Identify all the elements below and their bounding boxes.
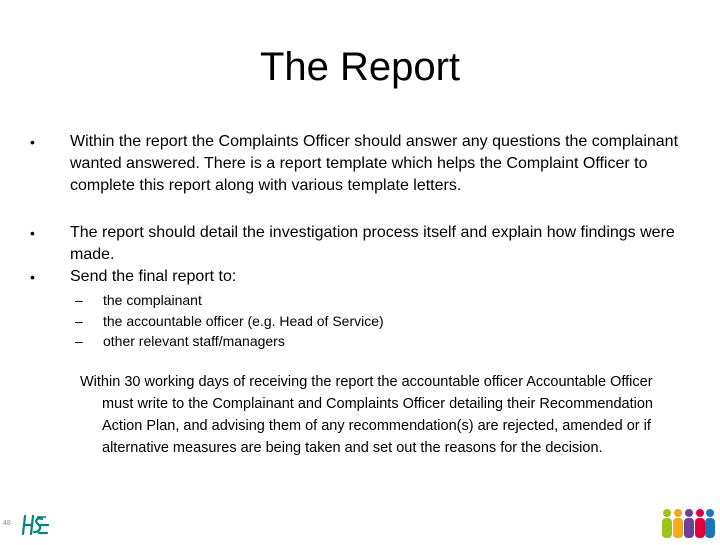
bullet-item [30,131,680,197]
slide-title: The Report [259,45,461,89]
bullet-icon: • [30,134,35,150]
bullet-item [30,266,680,288]
sub-bullet-item [75,331,675,352]
sub-bullet-text: the accountable officer (e.g. Head of Service) [103,312,384,329]
bullet-icon: • [30,269,35,285]
sub-bullet-item [75,311,675,332]
people-logo-icon [660,508,716,545]
note-paragraph: Within 30 working days of receiving the report the accountable officer Accountable Officer must write to the Complainant and Complaints Officer detailing their Recommendation Action Plan, and advising them of any recommendation(s) are rejected, amended or if alternative measures are being taken and set out the reasons for the decision. [80,374,653,456]
page-number: 48 [3,520,11,527]
sub-bullet-item [75,290,675,311]
sub-bullet-list [75,290,675,352]
dash-icon: – [75,333,83,349]
hse-logo-icon [20,513,50,542]
bullet-item [30,222,680,266]
sub-bullet-text: other relevant staff/managers [103,333,285,349]
bullet-text: The report should detail the investigation process itself and explain how findings were made. [70,224,675,263]
bullet-text: Send the final report to: [70,268,237,285]
sub-bullet-text: the complainant [103,292,202,308]
bullet-icon: • [30,225,35,241]
dash-icon: – [75,312,83,329]
bullet-text: Within the report the Complaints Officer should answer any questions the complainant wanted answered. There is a report template which helps the Complaint Officer to complete this report along with various template letters. [70,133,679,194]
dash-icon: – [75,292,83,308]
